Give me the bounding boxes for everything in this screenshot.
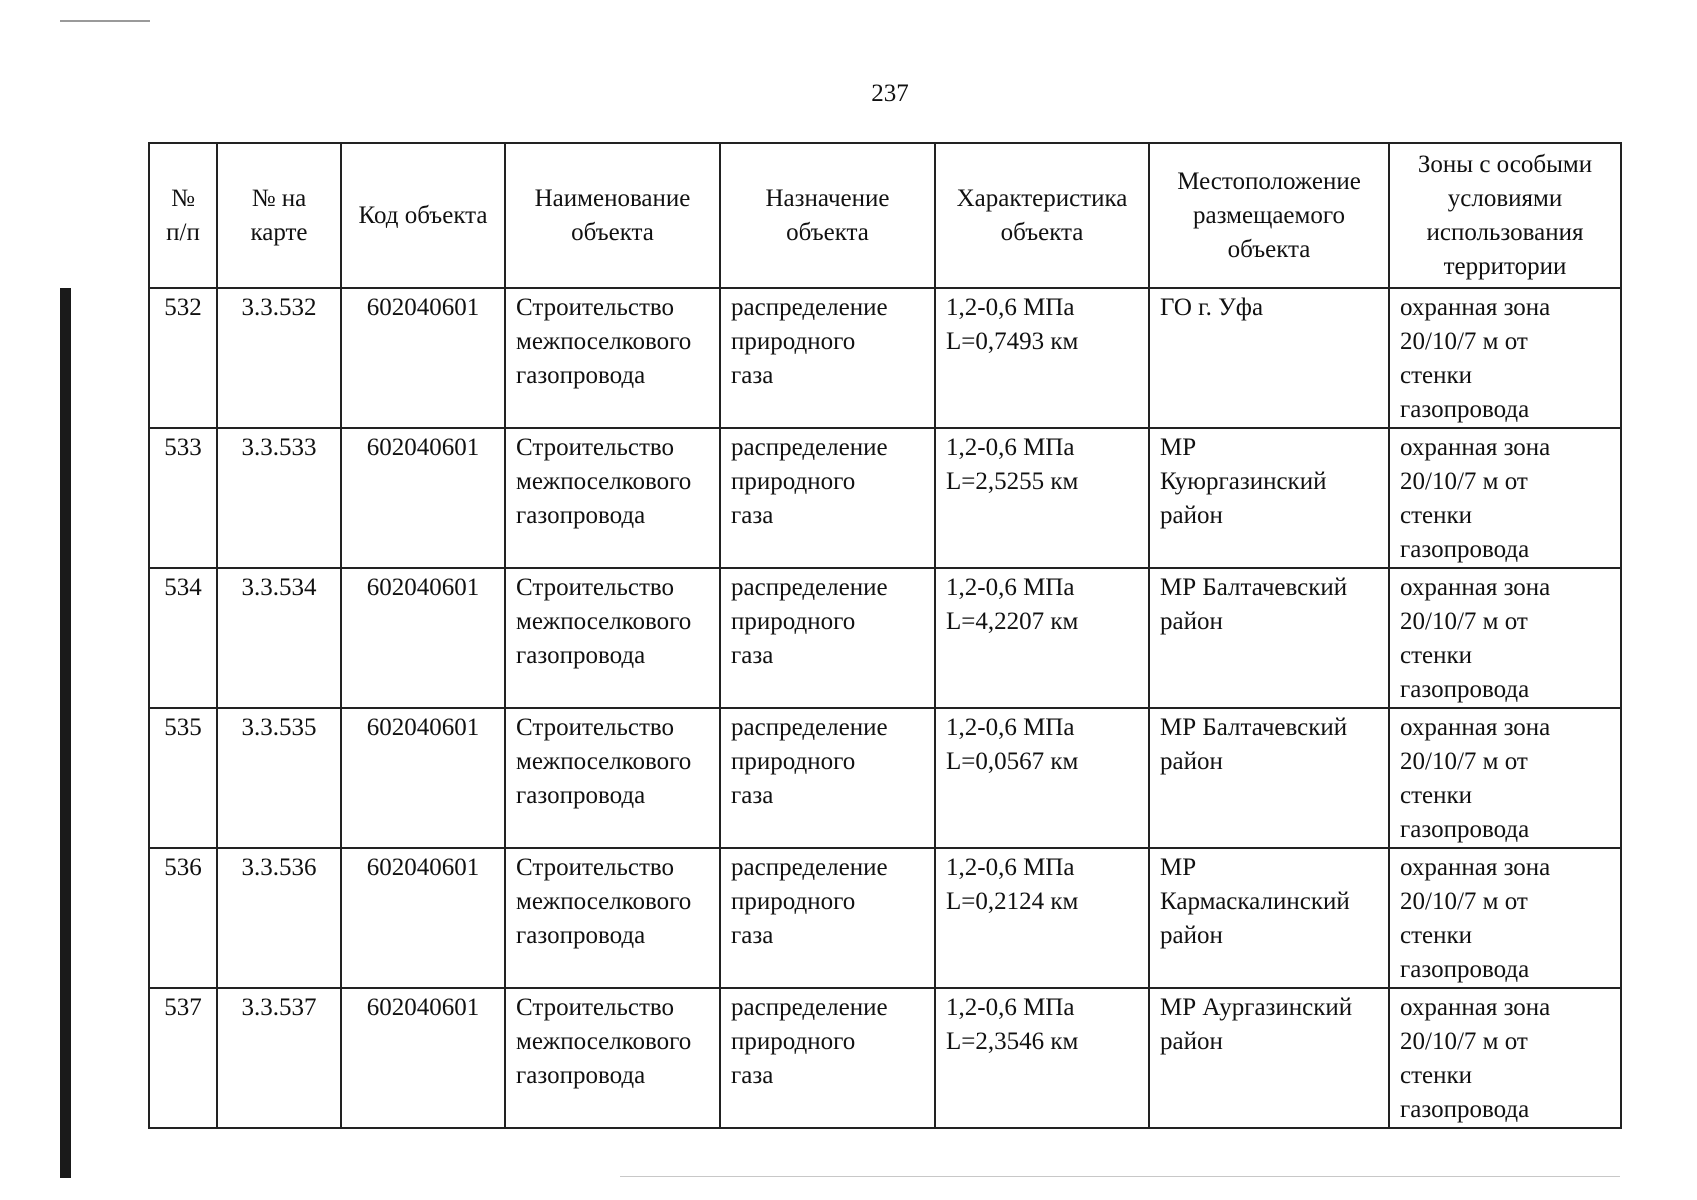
cell-code: 602040601 [341, 988, 505, 1128]
cell-zones [1389, 708, 1621, 848]
cell-location-line: район [1160, 502, 1223, 529]
cell-code: 602040601 [341, 428, 505, 568]
cell-purpose-line: газа [731, 782, 774, 809]
cell-name-line: межпоселкового [516, 888, 692, 915]
header-label-line: использования [1426, 218, 1584, 246]
cell-purpose [720, 848, 935, 988]
cell-code: 602040601 [341, 568, 505, 708]
cell-num: 536 [149, 848, 217, 988]
cell-zones-line: стенки [1400, 922, 1473, 949]
header-num [149, 143, 217, 288]
cell-characteristic-line: L=2,5255 км [946, 468, 1079, 495]
header-label-line: условиями [1447, 184, 1563, 212]
header-label-line: объекта [571, 218, 654, 246]
cell-zones-line: газопровода [1400, 956, 1530, 983]
header-purpose [720, 143, 935, 288]
objects-table [148, 142, 1622, 1129]
cell-location-line: район [1160, 608, 1223, 635]
cell-purpose [720, 428, 935, 568]
cell-characteristic-line: 1,2-0,6 МПа [946, 854, 1075, 881]
table-row [149, 988, 1621, 1128]
cell-name-line: Строительство [516, 294, 675, 321]
header-label-line: карте [250, 218, 308, 246]
cell-zones-line: охранная зона [1400, 294, 1551, 321]
cell-name [505, 988, 720, 1128]
cell-location-line: МР Балтачевский [1160, 714, 1348, 741]
cell-zones-line: стенки [1400, 1062, 1473, 1089]
cell-zones-line: 20/10/7 м от [1400, 608, 1528, 635]
header-characteristic [935, 143, 1149, 288]
cell-zones-line: стенки [1400, 782, 1473, 809]
cell-characteristic-line: L=4,2207 км [946, 608, 1079, 635]
cell-characteristic-line: 1,2-0,6 МПа [946, 714, 1075, 741]
cell-zones-line: охранная зона [1400, 714, 1551, 741]
cell-name-line: межпоселкового [516, 468, 692, 495]
table-body [149, 288, 1621, 1128]
header-map-num [217, 143, 341, 288]
cell-num: 532 [149, 288, 217, 428]
cell-name-line: Строительство [516, 854, 675, 881]
cell-purpose-line: природного [731, 748, 856, 775]
scan-binding-edge [60, 288, 71, 1178]
cell-zones-line: 20/10/7 м от [1400, 888, 1528, 915]
cell-map-num: 3.3.533 [217, 428, 341, 568]
header-label-line: Наименование [534, 184, 691, 212]
cell-map-num: 3.3.534 [217, 568, 341, 708]
cell-characteristic-line: L=0,2124 км [946, 888, 1079, 915]
cell-location [1149, 428, 1389, 568]
scan-artifact-top [60, 20, 150, 22]
table-row [149, 708, 1621, 848]
cell-purpose-line: распределение [731, 574, 888, 601]
header-location [1149, 143, 1389, 288]
cell-location-line: ГО г. Уфа [1160, 294, 1264, 321]
cell-purpose-line: природного [731, 468, 856, 495]
page-number: 237 [871, 80, 909, 107]
cell-characteristic [935, 708, 1149, 848]
cell-code: 602040601 [341, 708, 505, 848]
cell-num: 534 [149, 568, 217, 708]
cell-purpose [720, 708, 935, 848]
header-label-line: Зоны с особыми [1417, 150, 1593, 178]
cell-name-line: Строительство [516, 434, 675, 461]
cell-purpose-line: природного [731, 1028, 856, 1055]
cell-characteristic-line: L=0,7493 км [946, 328, 1079, 355]
cell-name [505, 708, 720, 848]
cell-zones [1389, 568, 1621, 708]
cell-characteristic-line: 1,2-0,6 МПа [946, 994, 1075, 1021]
header-name [505, 143, 720, 288]
cell-location-line: МР [1160, 854, 1197, 881]
cell-characteristic [935, 988, 1149, 1128]
cell-num: 535 [149, 708, 217, 848]
cell-zones [1389, 288, 1621, 428]
cell-purpose-line: распределение [731, 854, 888, 881]
header-zones [1389, 143, 1621, 288]
header-label-line: Местоположение [1177, 167, 1361, 195]
header-label-line: объекта [786, 218, 869, 246]
header-label-line: территории [1443, 252, 1567, 280]
cell-zones [1389, 848, 1621, 988]
cell-location [1149, 708, 1389, 848]
cell-zones-line: стенки [1400, 642, 1473, 669]
cell-name-line: газопровода [516, 502, 646, 529]
cell-purpose [720, 288, 935, 428]
cell-purpose-line: распределение [731, 994, 888, 1021]
cell-name-line: Строительство [516, 714, 675, 741]
cell-location-line: район [1160, 922, 1223, 949]
cell-purpose-line: газа [731, 922, 774, 949]
table-row [149, 288, 1621, 428]
cell-purpose-line: газа [731, 362, 774, 389]
cell-zones-line: охранная зона [1400, 994, 1551, 1021]
cell-name-line: Строительство [516, 574, 675, 601]
cell-zones [1389, 428, 1621, 568]
cell-zones-line: охранная зона [1400, 854, 1551, 881]
cell-characteristic [935, 428, 1149, 568]
cell-zones-line: 20/10/7 м от [1400, 748, 1528, 775]
cell-location-line: МР Балтачевский [1160, 574, 1348, 601]
cell-location-line: МР Аургазинский [1160, 994, 1353, 1021]
cell-zones-line: 20/10/7 м от [1400, 468, 1528, 495]
header-label-line: размещаемого [1193, 201, 1345, 229]
cell-name-line: межпоселкового [516, 748, 692, 775]
cell-zones-line: 20/10/7 м от [1400, 328, 1528, 355]
cell-map-num: 3.3.536 [217, 848, 341, 988]
cell-characteristic [935, 848, 1149, 988]
cell-zones-line: охранная зона [1400, 574, 1551, 601]
header-label-line: объекта [1227, 235, 1311, 263]
cell-characteristic-line: 1,2-0,6 МПа [946, 574, 1075, 601]
cell-name-line: Строительство [516, 994, 675, 1021]
cell-name-line: межпоселкового [516, 1028, 692, 1055]
cell-zones-line: газопровода [1400, 1096, 1530, 1123]
cell-purpose-line: распределение [731, 714, 888, 741]
cell-characteristic [935, 288, 1149, 428]
cell-location-line: район [1160, 1028, 1223, 1055]
cell-location-line: район [1160, 748, 1223, 775]
table-row [149, 428, 1621, 568]
cell-characteristic-line: 1,2-0,6 МПа [946, 434, 1075, 461]
cell-num: 533 [149, 428, 217, 568]
cell-purpose-line: природного [731, 888, 856, 915]
cell-name [505, 288, 720, 428]
header-label-line: № [171, 184, 195, 212]
header-label-line: объекта [1000, 218, 1084, 246]
cell-name-line: газопровода [516, 642, 646, 669]
cell-characteristic [935, 568, 1149, 708]
cell-name [505, 428, 720, 568]
cell-name [505, 848, 720, 988]
cell-purpose-line: газа [731, 642, 774, 669]
cell-name [505, 568, 720, 708]
table-row [149, 568, 1621, 708]
cell-purpose-line: распределение [731, 434, 888, 461]
cell-zones-line: газопровода [1400, 676, 1530, 703]
cell-purpose [720, 988, 935, 1128]
cell-location-line: МР [1160, 434, 1197, 461]
cell-zones-line: 20/10/7 м от [1400, 1028, 1528, 1055]
cell-code: 602040601 [341, 848, 505, 988]
cell-zones-line: охранная зона [1400, 434, 1551, 461]
header-label-line: п/п [166, 218, 200, 246]
cell-zones [1389, 988, 1621, 1128]
cell-location [1149, 988, 1389, 1128]
table-row [149, 848, 1621, 988]
header-label-line: № на [251, 184, 307, 212]
cell-characteristic-line: L=0,0567 км [946, 748, 1079, 775]
cell-name-line: газопровода [516, 1062, 646, 1089]
cell-location [1149, 288, 1389, 428]
cell-location [1149, 848, 1389, 988]
cell-zones-line: газопровода [1400, 396, 1530, 423]
cell-purpose-line: распределение [731, 294, 888, 321]
cell-purpose-line: природного [731, 608, 856, 635]
cell-location-line: Кармаскалинский [1160, 888, 1350, 915]
cell-zones-line: газопровода [1400, 816, 1530, 843]
cell-zones-line: стенки [1400, 362, 1473, 389]
cell-location-line: Куюргазинский [1160, 468, 1327, 495]
cell-purpose-line: газа [731, 502, 774, 529]
header-label-line: Характеристика [956, 184, 1128, 212]
header-code [341, 143, 505, 288]
cell-characteristic-line: 1,2-0,6 МПа [946, 294, 1075, 321]
cell-zones-line: газопровода [1400, 536, 1530, 563]
header-label-line: Код объекта [358, 201, 488, 229]
cell-num: 537 [149, 988, 217, 1128]
cell-location [1149, 568, 1389, 708]
cell-name-line: межпоселкового [516, 328, 692, 355]
cell-map-num: 3.3.532 [217, 288, 341, 428]
cell-name-line: межпоселкового [516, 608, 692, 635]
cell-code: 602040601 [341, 288, 505, 428]
cell-characteristic-line: L=2,3546 км [946, 1028, 1079, 1055]
cell-purpose [720, 568, 935, 708]
cell-name-line: газопровода [516, 362, 646, 389]
cell-name-line: газопровода [516, 922, 646, 949]
header-label-line: Назначение [765, 184, 890, 212]
cell-map-num: 3.3.535 [217, 708, 341, 848]
cell-purpose-line: газа [731, 1062, 774, 1089]
cell-purpose-line: природного [731, 328, 856, 355]
scan-artifact-bottom [620, 1176, 1620, 1177]
table-header-row [149, 143, 1621, 288]
cell-map-num: 3.3.537 [217, 988, 341, 1128]
cell-name-line: газопровода [516, 782, 646, 809]
cell-zones-line: стенки [1400, 502, 1473, 529]
